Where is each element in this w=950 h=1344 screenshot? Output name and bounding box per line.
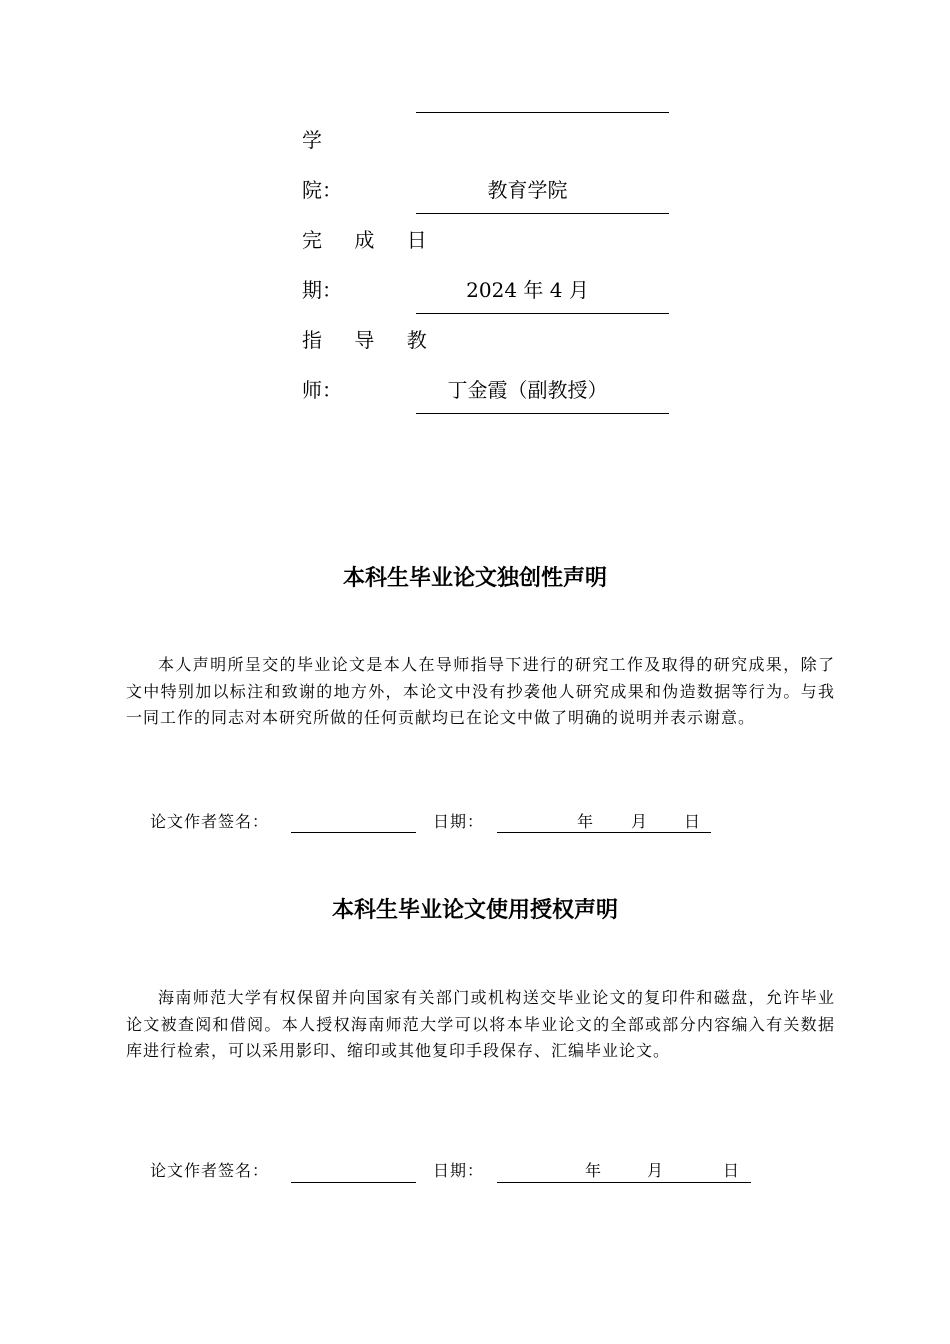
completion-date-value: 2024 年 4 月 xyxy=(416,278,669,314)
authorization-year-label: 年 xyxy=(585,1161,602,1180)
authorization-body xyxy=(126,985,835,1065)
authorization-date-field xyxy=(497,1160,751,1183)
authorization-date-label: 日期： xyxy=(433,1161,485,1180)
authorization-body-text: 海南师范大学有权保留并向国家有关部门或机构送交毕业论文的复印件和磁盘，允许毕业论文被查阅和借阅。本人授权海南师范大学可以将本毕业论文的全部或部分内容编入有关数据库进行检索，可以采用影印、缩印或其他复印手段保存、汇编毕业论文。 xyxy=(126,988,835,1060)
originality-month-label: 月 xyxy=(631,812,648,831)
originality-day-label: 日 xyxy=(684,812,701,831)
originality-year-label: 年 xyxy=(577,812,594,831)
college-label-line1: 学 xyxy=(302,128,322,152)
authorization-title: 本科生毕业论文使用授权声明 xyxy=(331,898,618,923)
authorization-month-label: 月 xyxy=(647,1161,664,1180)
originality-signature-label: 论文作者签名： xyxy=(150,812,270,831)
originality-date-field xyxy=(497,810,711,833)
advisor-value: 丁金霞（副教授） xyxy=(416,378,669,414)
college-value: 教育学院 xyxy=(416,178,669,214)
date-label-line1: 完 成 日 xyxy=(302,228,440,252)
authorization-signature-field xyxy=(291,1160,416,1183)
college-label-line2: 院： xyxy=(302,178,342,202)
originality-signature-field xyxy=(291,810,416,833)
date-label-line2: 期： xyxy=(302,278,342,302)
originality-body xyxy=(126,652,835,732)
originality-title: 本科生毕业论文独创性声明 xyxy=(342,566,607,591)
authorization-day-label: 日 xyxy=(723,1161,740,1180)
college-value-top-underline xyxy=(416,112,669,113)
advisor-label-line1: 指 导 教 xyxy=(302,328,440,352)
authorization-signature-label: 论文作者签名： xyxy=(150,1161,270,1180)
originality-body-text: 本人声明所呈交的毕业论文是本人在导师指导下进行的研究工作及取得的研究成果，除了文中特别加以标注和致谢的地方外，本论文中没有抄袭他人研究成果和伪造数据等行为。与我一同工作的同志对本研究所做的任何贡献均已在论文中做了明确的说明并表示谢意。 xyxy=(126,655,835,727)
originality-date-label: 日期： xyxy=(433,812,485,831)
advisor-label-line2: 师： xyxy=(302,378,342,402)
